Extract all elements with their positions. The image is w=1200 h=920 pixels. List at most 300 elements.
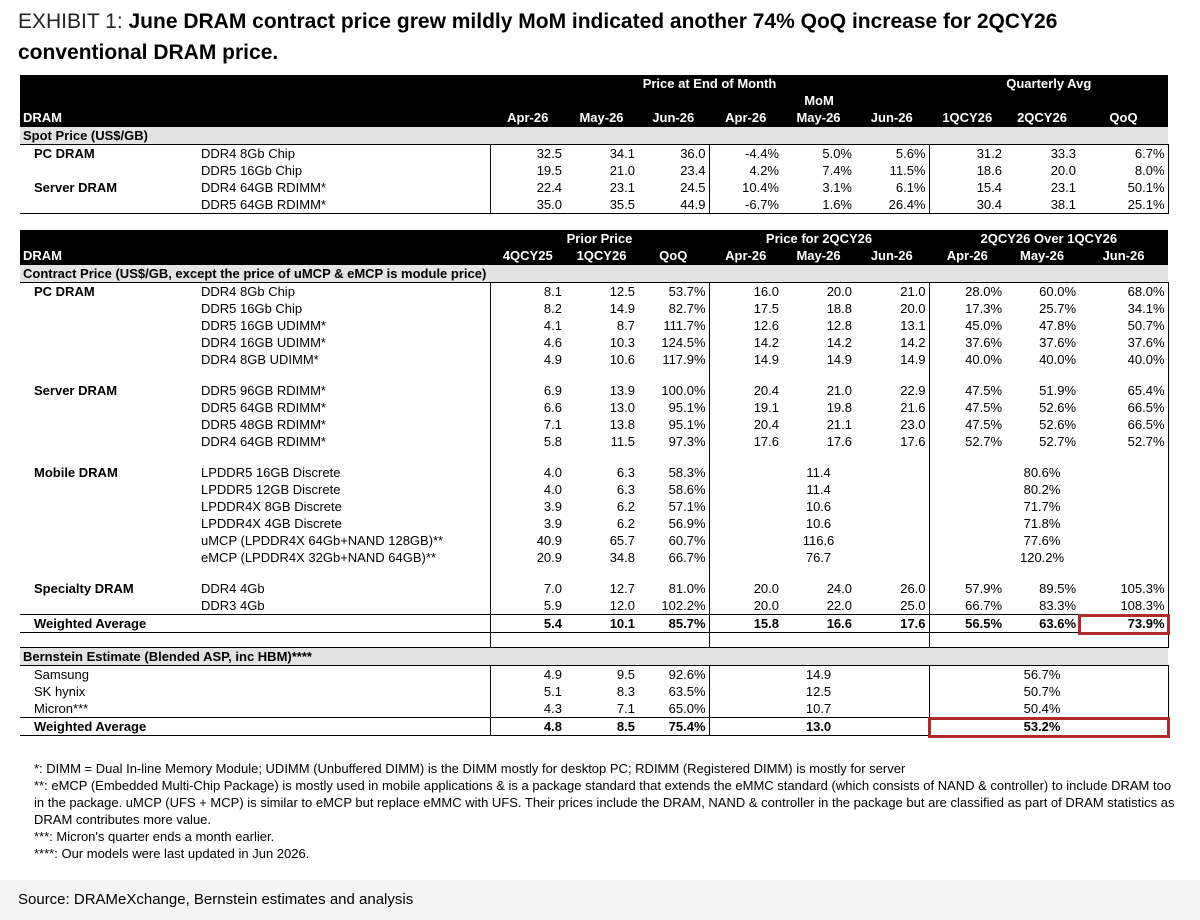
footnote: ****: Our models were last updated in Jun 2026.: [34, 846, 310, 861]
spacer: [929, 368, 1005, 382]
weighted-average-label: Weighted Average: [20, 615, 490, 633]
value-cell: 26.0: [900, 580, 926, 596]
value-cell: [1079, 532, 1168, 549]
item-label: DDR5 16Gb Chip: [201, 162, 303, 178]
value-cell: 35.0: [490, 196, 565, 214]
value-cell: 37.6%: [1039, 334, 1077, 350]
value-cell: 14.9: [900, 351, 926, 367]
table-row: [20, 481, 1168, 498]
table-row: [20, 498, 1168, 515]
footnote: *: DIMM = Dual In-line Memory Module; UDIMM (Unbuffered DIMM) is the DIMM mostly for desktop PC; RDIMM (Registered DIMM) is mostly for server: [34, 761, 906, 776]
value-cell: 4.9: [490, 351, 565, 368]
spacer: [638, 368, 709, 382]
value-cell: [929, 532, 1005, 549]
value-cell: 7.0: [490, 580, 565, 597]
value-cell: 66.5%: [1079, 399, 1168, 416]
value-cell: 11.5: [610, 433, 635, 449]
value-cell: 19.1: [709, 399, 782, 416]
table-row: [20, 399, 1168, 416]
column-header: May-26: [782, 109, 855, 127]
value-cell: 75.4%: [638, 718, 709, 736]
group-header: Prior Price: [490, 230, 709, 247]
value-cell: 47.5%: [929, 416, 1005, 433]
spacer: [490, 450, 565, 464]
item-label: DDR5 64GB RDIMM*: [201, 399, 326, 415]
column-header: Jun-26: [638, 109, 709, 127]
value-cell: [709, 700, 782, 718]
value-cell: 52.7%: [929, 433, 1005, 450]
value-cell: 53.7%: [668, 283, 706, 299]
value-cell: 5.1: [490, 683, 565, 700]
value-cell: 34.1%: [1079, 300, 1168, 317]
source-bar: [0, 880, 1200, 920]
table-row: [20, 433, 1168, 450]
value-cell: 52.7%: [1039, 433, 1077, 449]
spacer: [20, 368, 198, 382]
value-cell: [1079, 515, 1168, 532]
value-cell: 13.9: [609, 382, 635, 398]
value-cell: 10.3: [609, 334, 635, 350]
value-cell: 24.5: [680, 179, 706, 195]
value-cell: [709, 666, 782, 684]
value-cell: 71.8%: [1023, 515, 1061, 531]
value-cell: 14.2: [709, 334, 782, 351]
header-blank: [20, 75, 198, 92]
value-cell: 45.0%: [929, 317, 1005, 334]
value-cell: 12.0: [609, 597, 635, 613]
value-cell: 10.6: [609, 351, 635, 367]
value-cell: 7.4%: [822, 162, 852, 178]
dram-header: DRAM: [20, 109, 198, 127]
value-cell: 23.1: [1050, 179, 1076, 195]
table-row: [20, 666, 1168, 684]
category-label: [20, 481, 198, 498]
header-blank: [198, 92, 490, 109]
value-cell: 31.2: [929, 145, 1005, 163]
value-cell: 83.3%: [1039, 597, 1077, 613]
source-text: Source: DRAMeXchange, Bernstein estimates and analysis: [18, 891, 414, 908]
item-label: DDR5 96GB RDIMM*: [201, 382, 326, 398]
group-header: Price at End of Month: [490, 75, 929, 92]
spacer: [490, 368, 565, 382]
value-cell: 21.0: [609, 162, 635, 178]
header-blank: [198, 109, 490, 127]
spacer: [855, 566, 929, 580]
value-cell: 10.7: [805, 700, 832, 716]
value-cell: 40.0%: [1039, 351, 1077, 367]
column-header: QoQ: [638, 247, 709, 265]
spacer: [929, 450, 1005, 464]
value-cell: 28.0%: [929, 283, 1005, 301]
value-cell: 60.7%: [668, 532, 706, 548]
value-cell: 17.5: [709, 300, 782, 317]
header-blank: [20, 230, 198, 247]
value-cell: 6.9: [490, 382, 565, 399]
spacer: [709, 368, 782, 382]
item-label: DDR3 4Gb: [201, 597, 265, 613]
table-row: [20, 549, 1168, 566]
value-cell: 14.9: [609, 300, 635, 316]
value-cell: 18.6: [929, 162, 1005, 179]
spacer: [1005, 566, 1079, 580]
item-label: eMCP (LPDDR4X 32Gb+NAND 64GB)**: [201, 549, 436, 565]
value-cell: 80.2%: [1023, 481, 1061, 497]
value-cell: 57.1%: [668, 498, 706, 514]
value-cell: [855, 515, 929, 532]
category-label: [20, 498, 198, 515]
table-row: [20, 351, 1168, 368]
category-label: [20, 399, 198, 416]
group-header: Price for 2QCY26: [709, 230, 929, 247]
spot-header-row-2: [20, 92, 1168, 109]
weighted-average-label: Weighted Average: [20, 718, 490, 736]
spacer: [929, 633, 1005, 648]
spacer: [709, 633, 782, 648]
spacer: [490, 633, 565, 648]
item-label: DDR4 8GB UDIMM*: [201, 351, 319, 367]
category-label: Server DRAM: [34, 382, 118, 398]
column-header: Jun-26: [855, 109, 929, 127]
value-cell: [929, 515, 1005, 532]
column-header: Jun-26: [855, 247, 929, 265]
group-header: Quarterly Avg: [929, 75, 1168, 92]
item-label: DDR5 16GB UDIMM*: [201, 317, 326, 333]
header-blank: [929, 92, 1168, 109]
value-cell: 66.7%: [668, 549, 706, 565]
value-cell: 11.4: [806, 464, 831, 480]
table-row: [20, 597, 1168, 615]
spacer: [709, 566, 782, 580]
item-label: DDR4 4Gb: [201, 580, 265, 596]
category-label: [20, 549, 198, 566]
value-cell: 10.6: [805, 515, 832, 531]
section-row: [20, 127, 1168, 145]
header-blank: [198, 75, 490, 92]
value-cell: 13.8: [609, 416, 635, 432]
value-cell: 14.9: [709, 351, 782, 368]
item-label: uMCP (LPDDR4X 64Gb+NAND 128GB)**: [201, 532, 444, 548]
header-blank: [198, 247, 490, 265]
value-cell: 58.3%: [668, 464, 706, 480]
value-cell: 124.5%: [661, 334, 706, 350]
value-cell: 33.3: [1050, 145, 1076, 161]
value-cell: 34.8: [609, 549, 635, 565]
column-header: Apr-26: [709, 247, 782, 265]
value-cell: -6.7%: [709, 196, 782, 214]
exhibit-headline: June DRAM contract price grew mildly MoM indicated another 74% QoQ increase for 2QCY26 conventional DRAM price.: [18, 10, 1058, 64]
spacer: [1005, 633, 1079, 648]
spacer: [20, 566, 198, 580]
value-cell: [855, 532, 929, 549]
item-label: LPDDR4X 4GB Discrete: [201, 515, 342, 531]
column-header: Jun-26: [1079, 247, 1168, 265]
column-header: May-26: [782, 247, 855, 265]
value-cell: 40.0%: [929, 351, 1005, 368]
value-cell: 17.6: [900, 433, 926, 449]
value-cell: 56.9%: [668, 515, 706, 531]
value-cell: 14.2: [826, 334, 853, 350]
footnote: ***: Micron's quarter ends a month earlier.: [34, 829, 275, 844]
value-cell: 65.7: [609, 532, 635, 548]
value-cell: [1079, 700, 1168, 718]
value-cell: 24.0: [826, 580, 853, 596]
value-cell: 4.2%: [709, 162, 782, 179]
item-label: DDR5 48GB RDIMM*: [201, 416, 326, 432]
section-title: Bernstein Estimate (Blended ASP, inc HBM)****: [20, 648, 1168, 666]
item-label: DDR4 64GB RDIMM*: [201, 179, 326, 195]
table-row: [20, 683, 1168, 700]
value-cell: 108.3%: [1079, 597, 1168, 615]
value-cell: 57.9%: [929, 580, 1005, 597]
value-cell: [929, 666, 1005, 684]
column-header: Apr-26: [709, 109, 782, 127]
item-label: DDR4 8Gb Chip: [201, 145, 295, 161]
spacer: [638, 450, 709, 464]
value-cell: 19.8: [826, 399, 853, 415]
value-cell: [855, 498, 929, 515]
spacer: [20, 633, 490, 648]
value-cell: 40.0%: [1079, 351, 1168, 368]
value-cell: 68.0%: [1079, 283, 1168, 301]
value-cell: 19.5: [490, 162, 565, 179]
item-label: LPDDR5 12GB Discrete: [201, 481, 341, 497]
value-cell: 8.7: [616, 317, 635, 333]
value-cell: 23.4: [680, 162, 706, 178]
spacer: [638, 633, 709, 648]
value-cell: 8.2: [490, 300, 565, 317]
category-label: PC DRAM: [34, 283, 95, 299]
value-cell: 92.6%: [668, 666, 706, 682]
value-cell: 6.2: [616, 498, 635, 514]
spacer: [1079, 368, 1168, 382]
value-cell: 15.8: [709, 615, 782, 633]
value-cell: 4.0: [490, 481, 565, 498]
value-cell: 4.1: [490, 317, 565, 334]
column-header: 1QCY26: [929, 109, 1005, 127]
value-cell: 81.0%: [668, 580, 706, 596]
value-cell: [929, 498, 1005, 515]
value-cell: 52.7%: [1079, 433, 1168, 450]
value-cell: 3.9: [490, 498, 565, 515]
value-cell: [709, 532, 782, 549]
value-cell: 22.9: [900, 382, 926, 398]
value-cell: 58.6%: [668, 481, 706, 497]
column-header: May-26: [1005, 247, 1079, 265]
value-cell: 6.3: [616, 481, 635, 497]
table-row: [20, 317, 1168, 334]
value-cell: [1079, 549, 1168, 566]
value-cell: 25.7%: [1039, 300, 1077, 316]
value-cell: 120.2%: [1019, 549, 1065, 565]
category-label: [20, 433, 198, 450]
value-cell: 18.8: [826, 300, 853, 316]
value-cell: 47.5%: [929, 382, 1005, 399]
spacer: [855, 450, 929, 464]
value-cell: 76.7: [805, 549, 832, 565]
category-label: Specialty DRAM: [34, 580, 134, 596]
spacer-row: [20, 368, 1168, 382]
value-cell: 5.0%: [822, 145, 852, 161]
table-row: [20, 145, 1168, 163]
item-label: DDR5 16Gb Chip: [201, 300, 303, 316]
spacer: [782, 368, 855, 382]
value-cell: -4.4%: [709, 145, 782, 163]
value-cell: [709, 549, 782, 566]
value-cell: 52.6%: [1039, 416, 1077, 432]
value-cell: 5.8: [490, 433, 565, 450]
spot-header-row-3: [20, 109, 1168, 127]
value-cell: 50.7%: [1079, 317, 1168, 334]
value-cell: 105.3%: [1079, 580, 1168, 597]
company-label: SK hynix: [34, 683, 86, 699]
value-cell: 97.3%: [668, 433, 706, 449]
value-cell: 47.5%: [929, 399, 1005, 416]
column-header: 1QCY26: [565, 247, 638, 265]
value-cell: 8.1: [490, 283, 565, 301]
value-cell: 51.9%: [1039, 382, 1077, 398]
value-cell: [929, 549, 1005, 566]
value-cell: 21.0: [900, 283, 926, 299]
item-label: DDR4 64GB RDIMM*: [201, 433, 326, 449]
column-header: Apr-26: [929, 247, 1005, 265]
value-cell: 100.0%: [661, 382, 706, 398]
value-cell: 22.0: [826, 597, 853, 613]
value-cell: 35.5: [565, 196, 638, 214]
value-cell: 85.7%: [638, 615, 709, 633]
company-label: Samsung: [34, 666, 89, 682]
item-label: DDR4 16GB UDIMM*: [201, 334, 326, 350]
value-cell: 38.1: [1005, 196, 1079, 214]
exhibit-label: EXHIBIT 1:: [18, 10, 129, 33]
value-cell: [929, 700, 1005, 718]
value-cell: 11.5%: [889, 162, 926, 178]
value-cell: 17.6: [709, 433, 782, 450]
value-cell: 44.9: [638, 196, 709, 214]
column-header: Apr-26: [490, 109, 565, 127]
dram-header: DRAM: [20, 247, 198, 265]
spacer: [638, 566, 709, 580]
spot-header-row-1: [20, 75, 1168, 92]
category-label: [20, 532, 198, 549]
value-cell: 14.9: [805, 666, 832, 682]
value-cell: 95.1%: [668, 399, 706, 415]
value-cell: 66.5%: [1079, 416, 1168, 433]
category-label: PC DRAM: [34, 145, 95, 161]
value-cell: 117.9%: [662, 351, 706, 367]
value-cell: 5.4: [490, 615, 565, 633]
value-cell: 6.6: [490, 399, 565, 416]
highlight-box-contract-qoq: [1078, 614, 1170, 635]
value-cell: 65.0%: [668, 700, 706, 716]
value-cell: [709, 481, 782, 498]
category-label: [20, 597, 198, 615]
value-cell: 56.5%: [929, 615, 1005, 633]
value-cell: 71.7%: [1023, 498, 1061, 514]
footnotes: [34, 760, 1184, 862]
value-cell: [855, 666, 929, 684]
category-label: Mobile DRAM: [34, 464, 118, 480]
spacer: [929, 566, 1005, 580]
item-label: DDR4 8Gb Chip: [201, 283, 295, 299]
header-blank: [490, 92, 709, 109]
spot-price-table: [20, 75, 1169, 214]
value-cell: [855, 464, 929, 481]
value-cell: 47.8%: [1039, 317, 1077, 333]
value-cell: 20.0: [900, 300, 926, 316]
spacer: [198, 450, 490, 464]
value-cell: 56.7%: [1023, 666, 1061, 682]
value-cell: 20.4: [709, 416, 782, 433]
value-cell: 12.5: [805, 683, 832, 699]
value-cell: 12.6: [709, 317, 782, 334]
value-cell: [855, 718, 929, 736]
category-label: [20, 515, 198, 532]
category-label: Server DRAM: [34, 179, 118, 195]
value-cell: 14.2: [900, 334, 926, 350]
spacer: [782, 566, 855, 580]
value-cell: [855, 549, 929, 566]
value-cell: 16.0: [709, 283, 782, 301]
table-row: [20, 334, 1168, 351]
value-cell: 63.5%: [668, 683, 706, 699]
spacer: [855, 368, 929, 382]
table-row: [20, 162, 1168, 179]
value-cell: [929, 683, 1005, 700]
spacer-row: [20, 566, 1168, 580]
highlight-box-bernstein-qoq: [928, 717, 1170, 738]
spacer: [709, 450, 782, 464]
value-cell: 13.1: [900, 317, 926, 333]
value-cell: 5.6%: [895, 145, 926, 161]
value-cell: 10.1: [565, 615, 638, 633]
spacer: [490, 566, 565, 580]
spacer: [20, 450, 198, 464]
value-cell: [1079, 683, 1168, 700]
table-row: [20, 700, 1168, 718]
category-label: [20, 317, 198, 334]
value-cell: [709, 683, 782, 700]
value-cell: 65.4%: [1079, 382, 1168, 399]
value-cell: 77.6%: [1023, 532, 1061, 548]
value-cell: 10.4%: [709, 179, 782, 196]
table-row: [20, 300, 1168, 317]
footnote: **: eMCP (Embedded Multi-Chip Package) is mostly used in mobile applications & is a package standard that extends the eMMC standard (which consists of NAND & controller) to include DRAM too in the package. uMCP (UFS + MCP) is similar to eMCP but replace eMMC with UFS. Their prices include the DRAM, NAND & controller in the package but are classified as part of DRAM statistics as DRAM contributes more value.: [34, 778, 1175, 827]
value-cell: 53.2%: [1005, 718, 1079, 736]
value-cell: [709, 718, 782, 736]
spacer: [565, 368, 638, 382]
value-cell: 50.4%: [1023, 700, 1061, 716]
value-cell: 22.4: [490, 179, 565, 196]
value-cell: 20.4: [709, 382, 782, 399]
value-cell: 40.9: [490, 532, 565, 549]
value-cell: 7.1: [616, 700, 635, 716]
value-cell: [1079, 464, 1168, 481]
spacer: [1079, 450, 1168, 464]
value-cell: 80.6%: [1023, 464, 1061, 480]
value-cell: 4.8: [490, 718, 565, 736]
value-cell: 8.0%: [1079, 162, 1168, 179]
value-cell: 12.5: [609, 283, 635, 299]
value-cell: 13.0: [609, 399, 635, 415]
spacer: [782, 633, 855, 648]
value-cell: [709, 498, 782, 515]
value-cell: [855, 700, 929, 718]
item-label: LPDDR5 16GB Discrete: [201, 464, 341, 480]
value-cell: 37.6%: [1079, 334, 1168, 351]
category-label: [20, 351, 198, 368]
spacer-row: [20, 633, 1168, 648]
value-cell: [1079, 498, 1168, 515]
